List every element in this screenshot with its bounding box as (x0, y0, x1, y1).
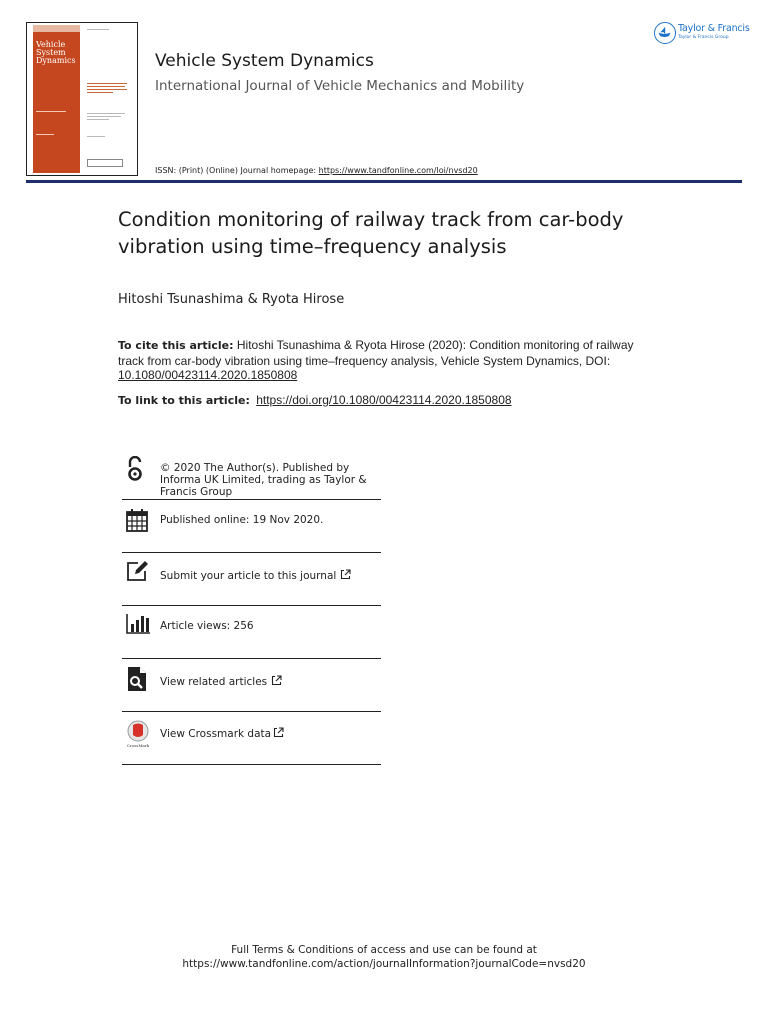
document-search-icon (126, 666, 148, 696)
open-access-text: © 2020 The Author(s). Published by Informa UK Limited, trading as Taylor & Francis Group (160, 462, 367, 498)
header-divider (26, 180, 742, 183)
external-link-icon (273, 727, 284, 741)
crossmark-icon-label: CrossMark (126, 743, 150, 748)
article-link-block (118, 393, 512, 407)
open-access-row (122, 454, 381, 500)
journal-homepage-link[interactable]: https://www.tandfonline.com/loi/nvsd20 (318, 166, 478, 175)
publisher-logo (654, 22, 750, 48)
article-title: Condition monitoring of railway track from car-body vibration using time–frequency analysis (118, 208, 624, 258)
cite-label: To cite this article: (118, 339, 234, 352)
crossmark-row[interactable] (122, 717, 381, 761)
doi-link[interactable]: 10.1080/00423114.2020.1850808 (118, 368, 298, 382)
bar-chart-icon (126, 614, 150, 638)
info-divider (122, 605, 381, 606)
article-authors: Hitoshi Tsunashima & Ryota Hirose (118, 292, 345, 307)
related-articles-link[interactable]: View related articles (160, 676, 268, 688)
crossmark-link[interactable]: View Crossmark data (160, 728, 272, 740)
published-row (122, 505, 381, 545)
submit-article-link[interactable]: Submit your article to this journal (160, 570, 337, 582)
footer (0, 943, 768, 971)
cover-publisher-logo (87, 159, 123, 167)
article-views-row (122, 611, 381, 651)
citation-block (118, 338, 658, 383)
info-divider (122, 764, 381, 765)
info-divider (122, 552, 381, 553)
journal-subtitle: International Journal of Vehicle Mechanics and Mobility (155, 78, 525, 94)
related-articles-row[interactable] (122, 664, 381, 708)
published-date: Published online: 19 Nov 2020. (160, 514, 324, 526)
open-access-icon (127, 456, 143, 486)
article-views: Article views: 256 (160, 620, 254, 632)
taylor-francis-logo-icon (654, 22, 676, 44)
journal-title: Vehicle System Dynamics (155, 51, 374, 71)
submit-article-row[interactable] (122, 558, 381, 598)
calendar-icon (126, 508, 148, 536)
link-label: To link to this article: (118, 394, 250, 407)
article-doi-url[interactable]: https://doi.org/10.1080/00423114.2020.1850808 (256, 393, 512, 407)
external-link-icon (340, 569, 351, 583)
issn-line (155, 166, 478, 175)
info-divider (122, 499, 381, 500)
issn-label: ISSN: (Print) (Online) Journal homepage: (155, 166, 319, 175)
footer-terms-text: Full Terms & Conditions of access and use can be found at (231, 944, 537, 956)
edit-icon (126, 560, 150, 586)
info-divider (122, 711, 381, 712)
cover-title: Vehicle System Dynamics (36, 40, 76, 65)
info-divider (122, 658, 381, 659)
crossmark-icon (124, 719, 152, 755)
journal-cover-image (26, 22, 138, 176)
publisher-group: Taylor & Francis Group (678, 35, 729, 40)
citation-text: Hitoshi Tsunashima & Ryota Hirose (2020): Condition monitoring of railway track from car-body vibration using time–frequency analysis, Vehicle System Dynamics, DOI: (118, 338, 634, 368)
external-link-icon (271, 675, 282, 689)
publisher-name: Taylor & Francis (678, 23, 750, 34)
footer-terms-url[interactable]: https://www.tandfonline.com/action/journalInformation?journalCode=nvsd20 (182, 958, 586, 970)
